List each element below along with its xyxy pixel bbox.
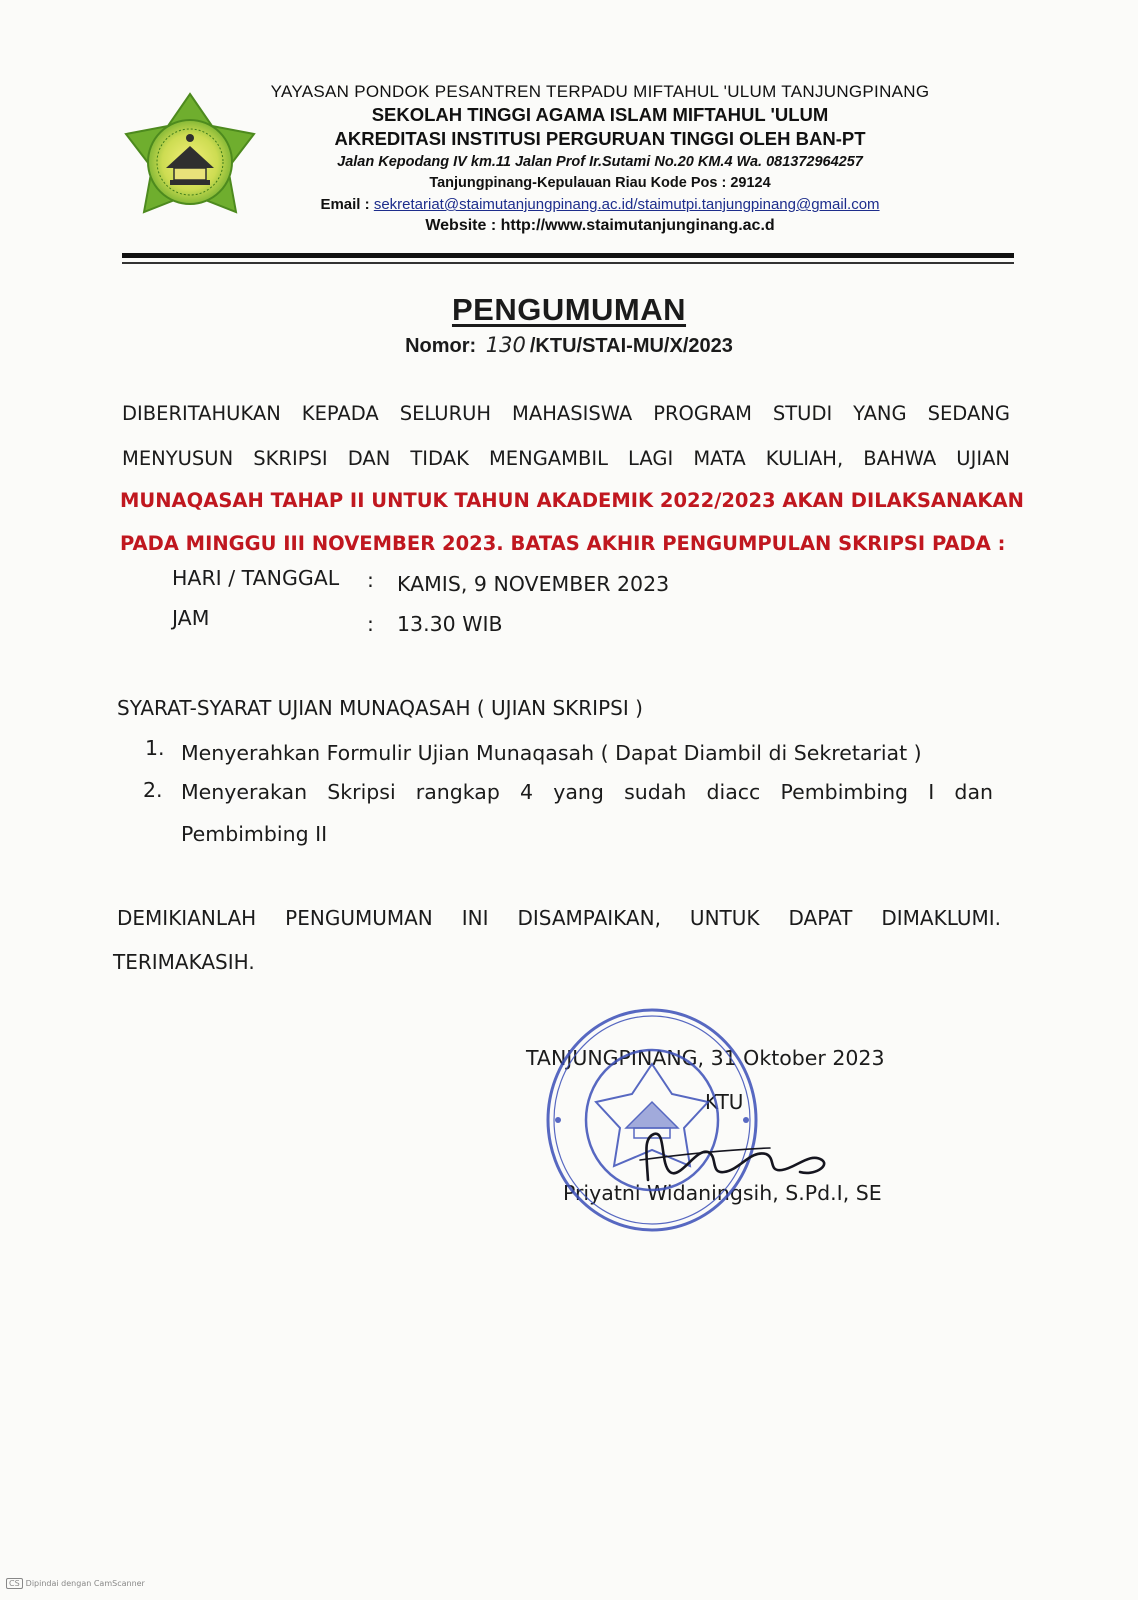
- letterhead-divider-thick: [122, 253, 1014, 258]
- signer-position: KTU: [705, 1090, 744, 1114]
- body-line-1: DIBERITAHUKAN KEPADA SELURUH MAHASISWA PROGRAM STUDI YANG SEDANG: [122, 402, 1010, 425]
- foundation-name: YAYASAN PONDOK PESANTREN TERPADU MIFTAHUL 'ULUM TANJUNGPINANG: [270, 82, 930, 101]
- email-line: [250, 194, 950, 215]
- body-line-4-highlight: PADA MINGGU III NOVEMBER 2023. BATAS AKHIR PENGUMPULAN SKRIPSI PADA :: [120, 532, 1006, 555]
- announcement-number: [0, 333, 1138, 358]
- handwritten-signature-icon: [600, 1120, 840, 1190]
- city-line: Tanjungpinang-Kepulauan Riau Kode Pos : 29124: [429, 175, 771, 191]
- body-line-3-highlight: MUNAQASAH TAHAP II UNTUK TAHUN AKADEMIK 2022/2023 AKAN DILAKSANAKAN: [120, 489, 1024, 512]
- letterhead-divider-thin: [122, 262, 1014, 264]
- address-line: Jalan Kepodang IV km.11 Jalan Prof Ir.Sutami No.20 KM.4 Wa. 081372964257: [337, 154, 863, 170]
- college-emblem-icon: [120, 90, 260, 230]
- body-line-2: MENYUSUN SKRIPSI DAN TIDAK MENGAMBIL LAGI MATA KULIAH, BAHWA UJIAN: [122, 447, 1010, 470]
- letterhead: [250, 80, 950, 237]
- scanner-footer-text: Dipindai dengan CamScanner: [25, 1579, 145, 1588]
- place-and-date: TANJUNGPINANG, 31 Oktober 2023: [526, 1046, 885, 1070]
- closing-thanks: TERIMAKASIH.: [113, 950, 255, 974]
- requirement-1-number: 1.: [145, 736, 165, 760]
- requirement-2-number: 2.: [143, 778, 163, 802]
- institution-name: SEKOLAH TINGGI AGAMA ISLAM MIFTAHUL 'ULUM: [371, 104, 829, 125]
- accreditation-line: AKREDITASI INSTITUSI PERGURUAN TINGGI OLEH BAN-PT: [334, 128, 866, 149]
- number-prefix: Nomor:: [405, 335, 477, 357]
- requirement-1-text: Menyerahkan Formulir Ujian Munaqasah ( Dapat Diambil di Sekretariat ): [181, 741, 922, 765]
- schedule-date-label: HARI / TANGGAL: [172, 566, 340, 590]
- requirements-title: SYARAT-SYARAT UJIAN MUNAQASAH ( UJIAN SKRIPSI ): [117, 696, 643, 720]
- schedule-time-value: 13.30 WIB: [397, 612, 503, 636]
- email-label: Email :: [320, 196, 374, 213]
- schedule-time-label: JAM: [172, 606, 210, 630]
- announcement-title: PENGUMUMAN: [451, 292, 687, 327]
- requirement-2-text-continued: Pembimbing II: [181, 822, 328, 846]
- signer-name: Priyatni Widaningsih, S.Pd.I, SE: [563, 1181, 882, 1205]
- schedule-date-value: KAMIS, 9 NOVEMBER 2023: [397, 572, 670, 596]
- number-suffix: /KTU/STAI-MU/X/2023: [529, 335, 733, 357]
- closing-statement: DEMIKIANLAH PENGUMUMAN INI DISAMPAIKAN, UNTUK DAPAT DIMAKLUMI.: [117, 906, 1001, 930]
- camscanner-badge: CS: [6, 1578, 23, 1589]
- requirement-2-text: Menyerakan Skripsi rangkap 4 yang sudah diacc Pembimbing I dan: [181, 780, 993, 804]
- schedule-time-colon: :: [367, 612, 374, 636]
- scanner-footer: [6, 1578, 145, 1589]
- email-link[interactable]: sekretariat@staimutanjungpinang.ac.id/staimutpi.tanjungpinang@gmail.com: [373, 196, 880, 213]
- schedule-date-colon: :: [367, 568, 374, 592]
- number-handwritten: 130: [485, 333, 526, 357]
- website-line[interactable]: Website : http://www.staimutanjunginang.ac.d: [425, 217, 775, 234]
